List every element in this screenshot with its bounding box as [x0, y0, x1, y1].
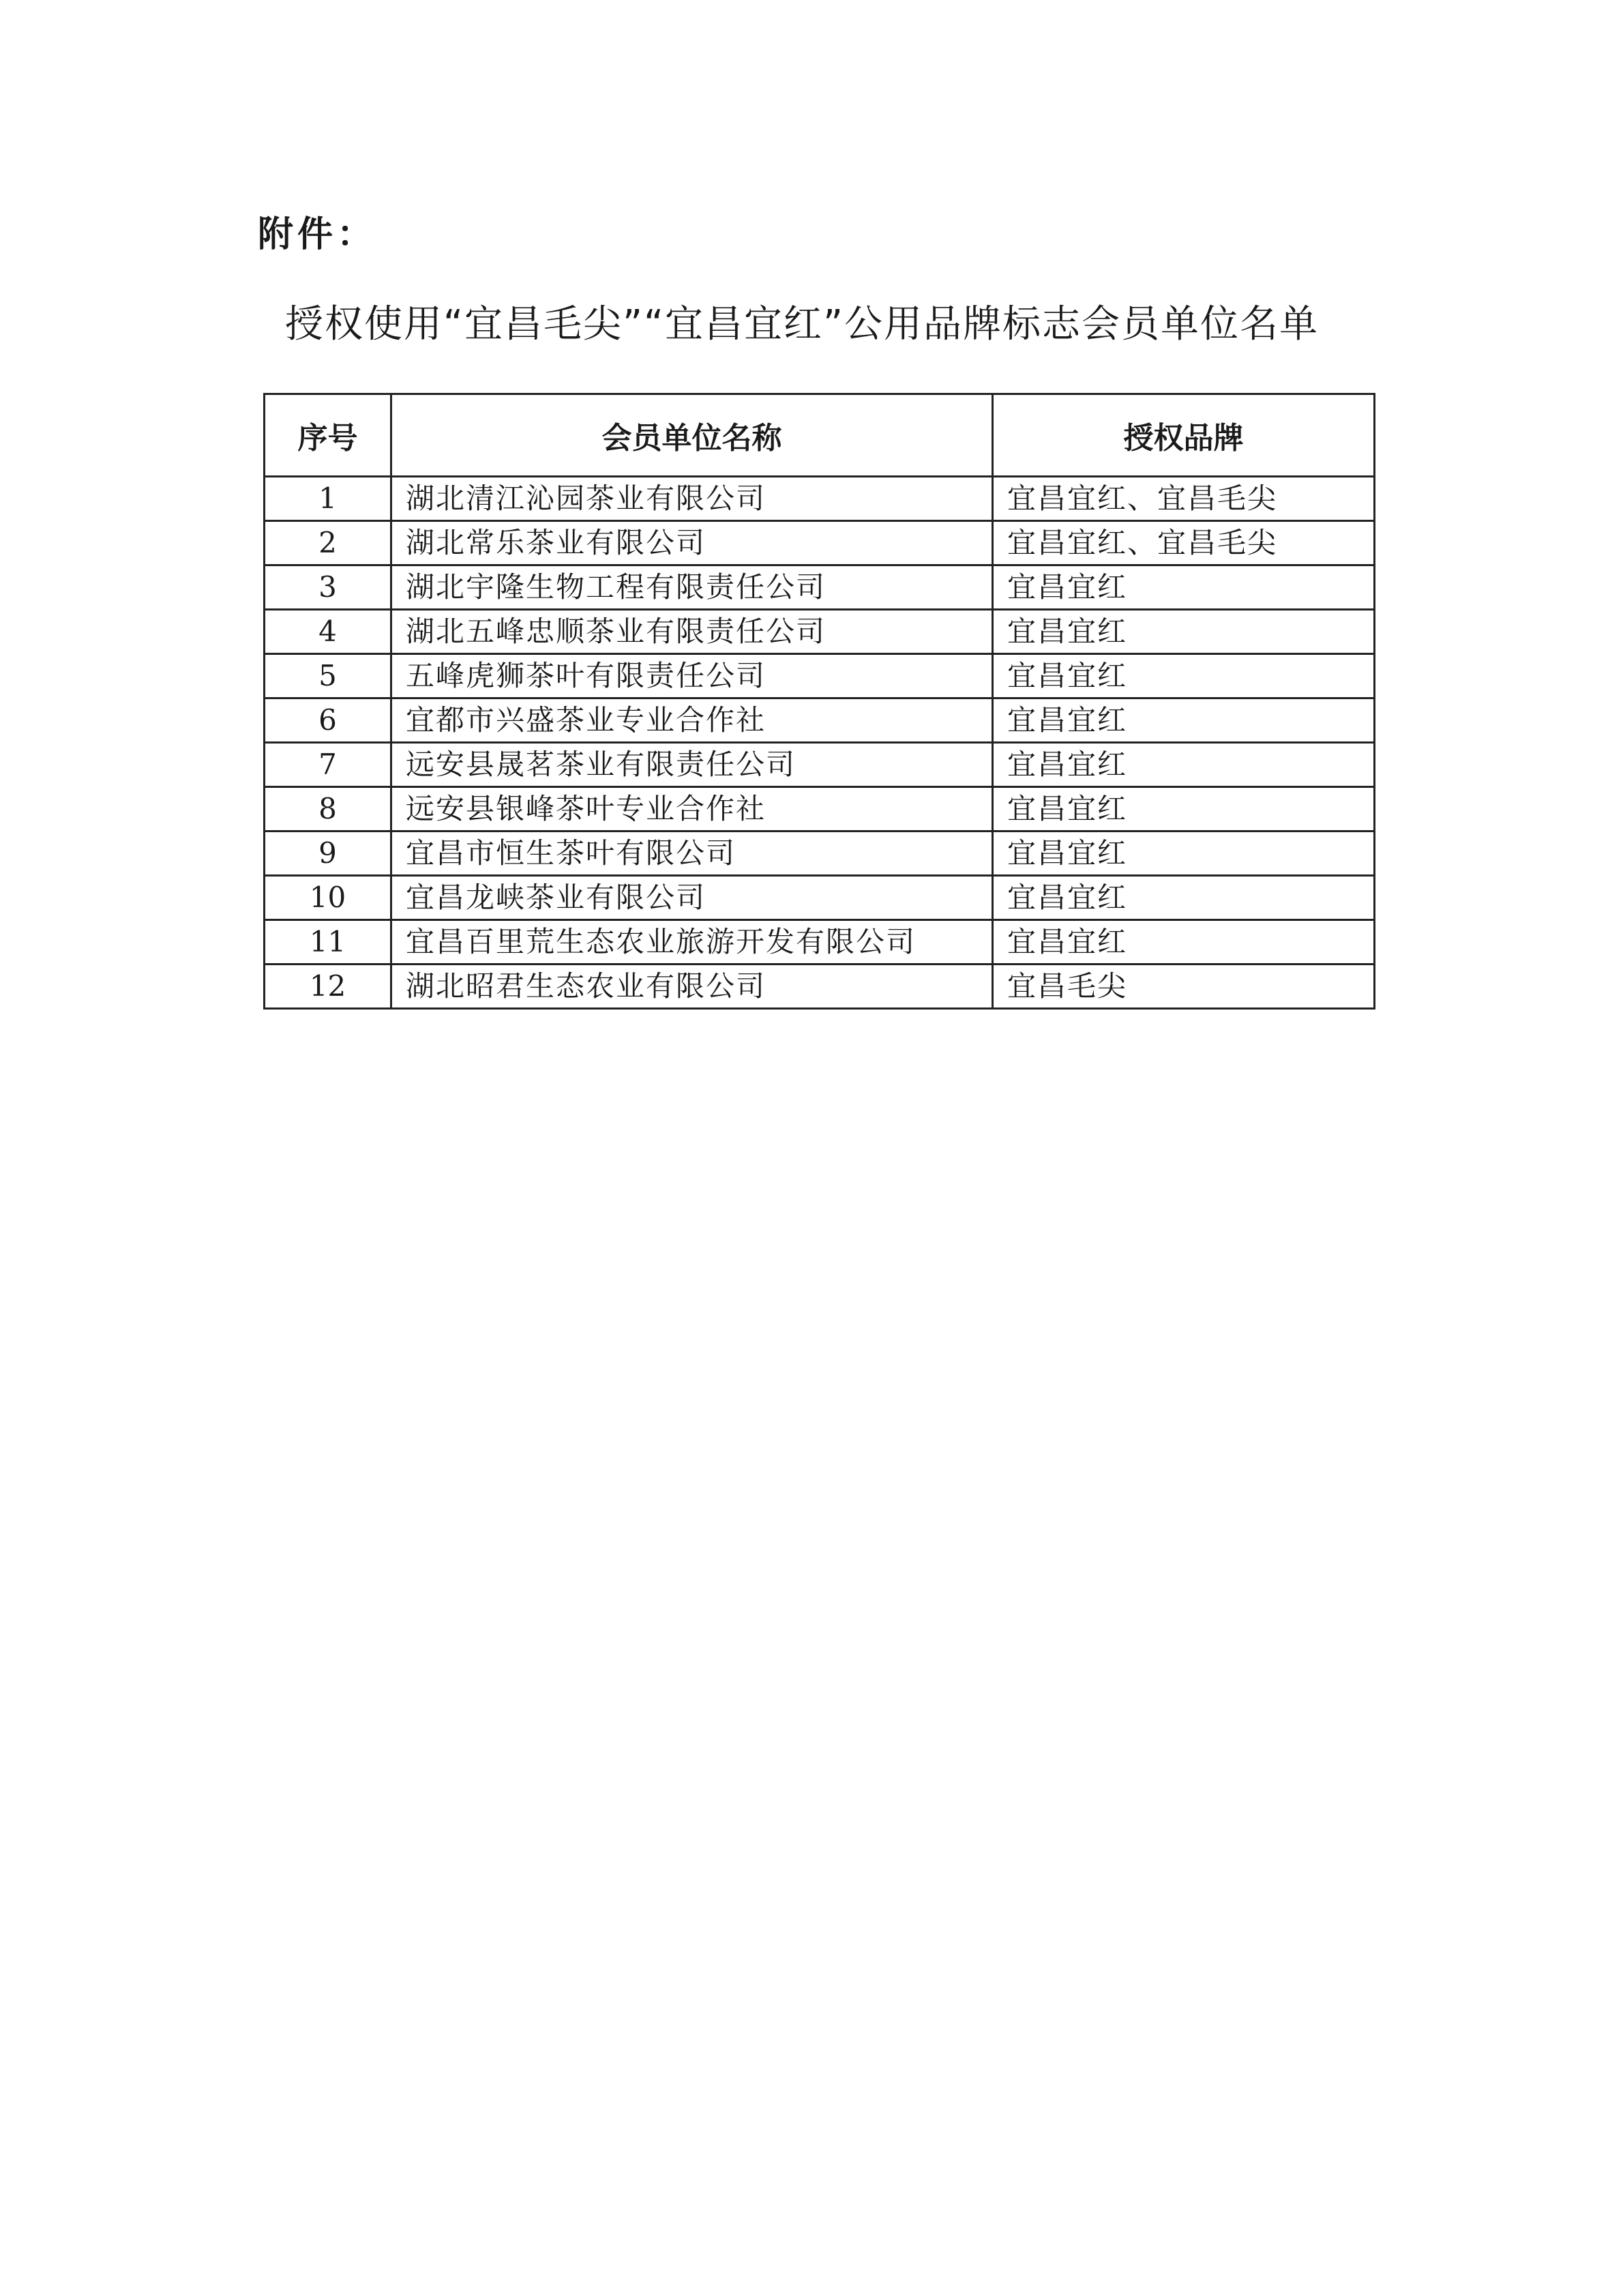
row-serial-number: 12 — [265, 965, 391, 1009]
row-serial-number: 1 — [265, 477, 391, 521]
row-authorized-brand: 宜昌毛尖 — [993, 965, 1375, 1009]
row-authorized-brand: 宜昌宜红 — [993, 876, 1375, 920]
row-authorized-brand: 宜昌宜红 — [993, 787, 1375, 831]
row-authorized-brand: 宜昌宜红 — [993, 743, 1375, 787]
table-row — [265, 565, 1375, 610]
header-authorized-brand: 授权品牌 — [993, 394, 1375, 477]
row-authorized-brand: 宜昌宜红 — [993, 920, 1375, 965]
row-member-name: 远安县银峰茶叶专业合作社 — [391, 787, 993, 831]
row-serial-number: 10 — [265, 876, 391, 920]
row-member-name: 湖北五峰忠顺茶业有限责任公司 — [391, 610, 993, 654]
table-header-row — [265, 394, 1375, 477]
row-member-name: 宜昌百里荒生态农业旅游开发有限公司 — [391, 920, 993, 965]
table-row — [265, 831, 1375, 876]
row-serial-number: 4 — [265, 610, 391, 654]
header-member-name: 会员单位名称 — [391, 394, 993, 477]
table-row — [265, 965, 1375, 1009]
row-serial-number: 11 — [265, 920, 391, 965]
row-serial-number: 9 — [265, 831, 391, 876]
member-units-table — [263, 393, 1375, 1010]
row-authorized-brand: 宜昌宜红 — [993, 831, 1375, 876]
row-serial-number: 6 — [265, 698, 391, 743]
row-serial-number: 7 — [265, 743, 391, 787]
row-serial-number: 8 — [265, 787, 391, 831]
row-authorized-brand: 宜昌宜红 — [993, 698, 1375, 743]
row-authorized-brand: 宜昌宜红、宜昌毛尖 — [993, 477, 1375, 521]
row-serial-number: 2 — [265, 521, 391, 565]
row-member-name: 宜昌市恒生茶叶有限公司 — [391, 831, 993, 876]
row-member-name: 湖北常乐茶业有限公司 — [391, 521, 993, 565]
row-authorized-brand: 宜昌宜红 — [993, 610, 1375, 654]
row-serial-number: 5 — [265, 654, 391, 698]
table-row — [265, 743, 1375, 787]
table-row — [265, 920, 1375, 965]
table-row — [265, 787, 1375, 831]
table-row — [265, 876, 1375, 920]
table-row — [265, 654, 1375, 698]
row-authorized-brand: 宜昌宜红 — [993, 565, 1375, 610]
row-authorized-brand: 宜昌宜红、宜昌毛尖 — [993, 521, 1375, 565]
row-member-name: 湖北昭君生态农业有限公司 — [391, 965, 993, 1009]
row-member-name: 宜都市兴盛茶业专业合作社 — [391, 698, 993, 743]
document-title: 授权使用“宜昌毛尖”“宜昌宜红”公用品牌标志会员单位名单 — [285, 302, 1320, 347]
table-row — [265, 477, 1375, 521]
table-row — [265, 698, 1375, 743]
row-member-name: 五峰虎狮茶叶有限责任公司 — [391, 654, 993, 698]
attachment-label: 附件： — [258, 214, 377, 255]
row-member-name: 湖北宇隆生物工程有限责任公司 — [391, 565, 993, 610]
table-row — [265, 521, 1375, 565]
row-member-name: 宜昌龙峡茶业有限公司 — [391, 876, 993, 920]
row-member-name: 湖北清江沁园茶业有限公司 — [391, 477, 993, 521]
table-row — [265, 610, 1375, 654]
row-member-name: 远安县晟茗茶业有限责任公司 — [391, 743, 993, 787]
row-serial-number: 3 — [265, 565, 391, 610]
header-serial-number: 序号 — [265, 394, 391, 477]
row-authorized-brand: 宜昌宜红 — [993, 654, 1375, 698]
